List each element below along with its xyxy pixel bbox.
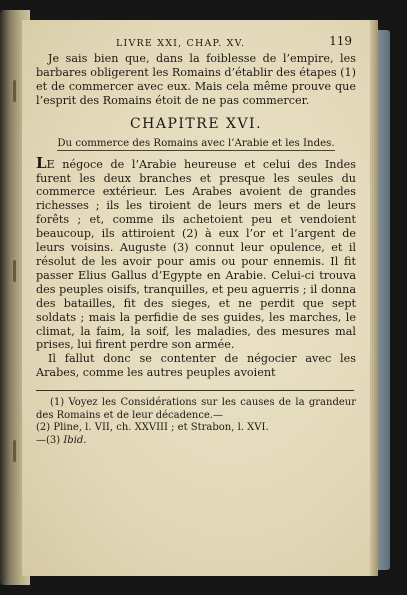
chapter-subtitle — [36, 138, 356, 149]
opening-paragraph: Je sais bien que, dans la foiblesse de l’empire, les barbares obligerent les Romains d’établir des étapes (1) et de commercer avec eux. Mais cela même prouve que l’esprit des Romains étoit de ne pas commercer. — [36, 52, 356, 107]
running-header — [36, 30, 356, 52]
body-paragraph-1-text: E négoce de l’Arabie heureuse et celui des Indes furent les deux branches et presque les seules du commerce extérieur. Les Arabes avoient de grandes richesses ; ils les tiroient de leurs mers et de leurs forêts ; et, comme ils achetoient peu et vendoient beaucoup, ils attiroient (2) à eux l’or et l’argent de leurs voisins. Auguste (3) connut leur opulence, et il résolut de les avoir pour amis ou pour ennemis. Il fit passer Elius Gallus d’Egypte en Arabie. Celui-ci trouva des peuples oisifs, tranquilles, et peu aguerris ; il donna des batailles, fit des sieges, et ne perdit que sept soldats ; mais la perfidie de ses guides, les marches, le climat, la faim, la soif, les maladies, des mesures mal prises, lui firent perdre son armée. — [36, 157, 356, 352]
footnote-3-prefix: —(3) — [36, 434, 64, 446]
running-head: LIVRE XXI, CHAP. XV. — [116, 38, 246, 49]
chapter-subtitle-text: Du commerce des Romains avec l’Arabie et les Indes. — [57, 137, 335, 149]
footnote-2 — [36, 422, 356, 435]
page-text — [36, 30, 356, 447]
footnote-3-ibid: Ibid. — [63, 434, 87, 446]
footnote-2-text: (2) Pline, l. VII, ch. XXVIII ; et Strabon, l. XVI. — [36, 422, 269, 434]
page-edges — [372, 30, 390, 570]
chapter-title: CHAPITRE XVI. — [129, 115, 263, 132]
footnotes — [36, 397, 356, 447]
footnote-3 — [36, 435, 356, 448]
binding-stitch — [13, 260, 16, 282]
footnote-1: (1) Voyez les Considérations sur les causes de la grandeur des Romains et de leur décadence.— — [36, 397, 356, 421]
body-paragraph-2: Il fallut donc se contenter de négocier avec les Arabes, comme les autres peuples avoient — [36, 352, 356, 380]
page-number: 119 — [329, 34, 352, 48]
footnote-rule — [36, 390, 354, 391]
binding-stitch — [13, 440, 16, 462]
binding-stitch — [13, 80, 16, 102]
body-paragraph-1 — [36, 153, 356, 353]
drop-cap: L — [36, 153, 47, 172]
